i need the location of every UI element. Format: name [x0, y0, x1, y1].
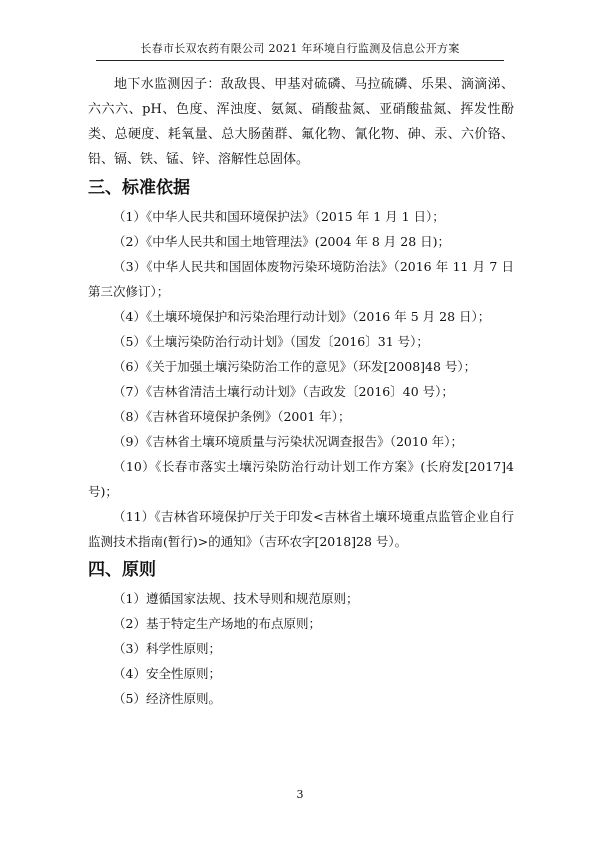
list-item: （5）《土壤污染防治行动计划》（国发〔2016〕31 号）；	[113, 334, 429, 349]
list-item: （6）《关于加强土壤污染防治工作的意见》（环发[2008]48 号）；	[113, 359, 477, 374]
list-item: （11）《吉林省环境保护厅关于印发<吉林省土壤环境重点监管企业自行监测技术指南(暂行)>的通知》（吉环农字[2018]28 号）。	[88, 509, 514, 549]
page-number: 3	[296, 788, 304, 801]
groundwater-factors-paragraph: 地下水监测因子：敌敌畏、甲基对硫磷、马拉硫磷、乐果、滴滴涕、六六六、pH、色度、浑浊度、氨氮、硝酸盐氮、亚硝酸盐氮、挥发性酚类、总硬度、耗氧量、总大肠菌群、氟化物、氰化物、砷、汞、六价铬、铅、镉、铁、锰、锌、溶解性总固体。	[88, 77, 514, 167]
page-header: 长春市长双农药有限公司 2021 年环境自行监测及信息公开方案	[96, 40, 504, 61]
list-item: （3）科学性原则；	[113, 641, 221, 656]
list-item: （9）《吉林省土壤环境质量与污染状况调查报告》（2010 年）；	[113, 434, 463, 449]
list-item: （10）《长春市落实土壤污染防治行动计划工作方案》(长府发[2017]4 号)；	[88, 459, 514, 499]
list-item: （2）基于特定生产场地的布点原则；	[113, 616, 321, 631]
list-item: （4）安全性原则；	[113, 666, 221, 681]
list-item: （2）《中华人民共和国土地管理法》(2004 年 8 月 28 日)；	[113, 234, 450, 249]
list-item: （3）《中华人民共和国固体废物污染环境防治法》（2016 年 11 月 7 日第三次修订）；	[88, 259, 514, 299]
section-heading-principles: 四、原则	[88, 560, 156, 580]
list-item: （4）《土壤环境保护和污染治理行动计划》（2016 年 5 月 28 日）；	[113, 309, 491, 324]
list-item: （7）《吉林省清洁土壤行动计划》（吉政发〔2016〕40 号）；	[113, 384, 454, 399]
document-body	[88, 72, 514, 711]
section-heading-standards: 三、标准依据	[88, 178, 190, 198]
list-item: （1）《中华人民共和国环境保护法》（2015 年 1 月 1 日）；	[113, 209, 445, 224]
list-item: （1）遵循国家法规、技术导则和规范原则；	[113, 591, 359, 606]
list-item: （5）经济性原则。	[113, 691, 221, 706]
list-item: （8）《吉林省环境保护条例》（2001 年）；	[113, 409, 351, 424]
